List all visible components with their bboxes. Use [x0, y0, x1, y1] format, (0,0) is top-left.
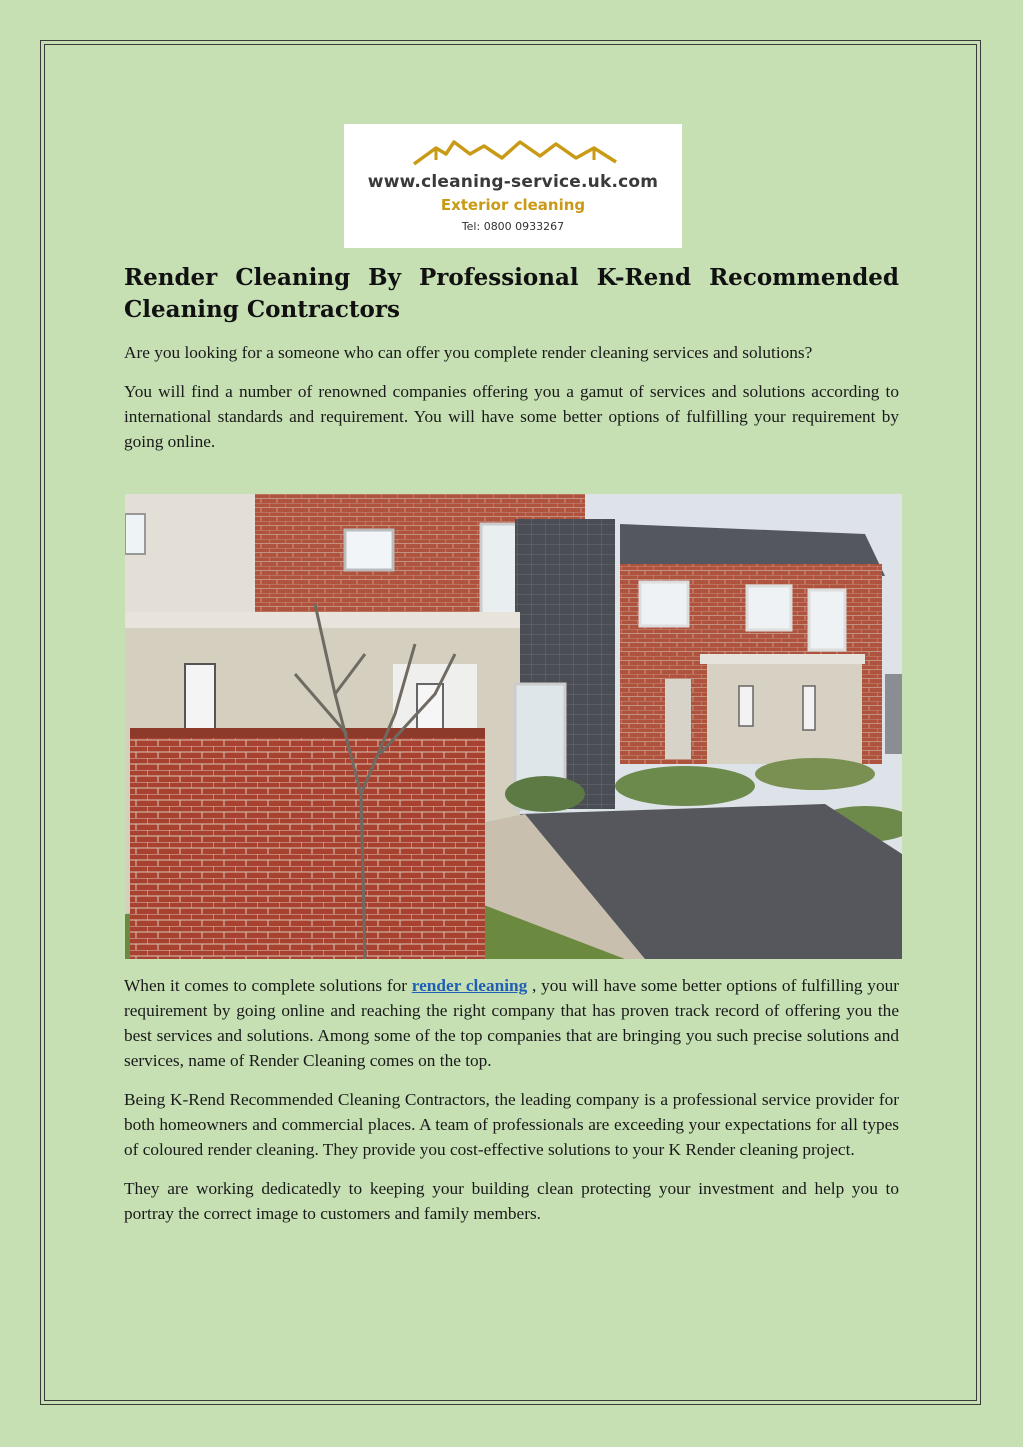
article-title: Render Cleaning By Professional K-Rend Recommended Cleaning Contractors	[124, 264, 899, 323]
second-paragraph: You will find a number of renowned companies offering you a gamut of services and solutions according to international standards and requirement. You will have some better options of fulfilling your requirement by going online.	[124, 382, 899, 451]
house-photo	[125, 494, 902, 959]
render-cleaning-paragraph	[124, 973, 899, 1073]
intro-paragraph: Are you looking for a someone who can offer you complete render cleaning services and solutions?	[124, 343, 813, 362]
paragraph-text-before-link: When it comes to complete solutions for	[124, 976, 412, 995]
logo-url-text: www.cleaning-service.uk.com	[367, 172, 659, 192]
paragraph-text-after-link: , you will have some better options of fulfilling your requirement by going online and reaching the right company that has proven track record of offering you the best services and solutions. Among some of the top companies that are bringing you such precise solutions and services, name of Render Cleaning comes on the top.	[124, 976, 899, 1070]
company-logo	[344, 124, 682, 248]
logo-telephone: Tel: 0800 0933267	[461, 220, 565, 233]
article-body	[124, 973, 899, 1240]
render-cleaning-link[interactable]: render cleaning	[411, 976, 528, 995]
logo-tagline: Exterior cleaning	[440, 196, 586, 214]
article-intro	[124, 262, 899, 454]
k-rend-paragraph: Being K-Rend Recommended Cleaning Contractors, the leading company is a professional service provider for both homeowners and commercial places. A team of professionals are exceeding your expectations for all types of coloured render cleaning. They provide you cost-effective solutions to your K Render cleaning project.	[124, 1090, 899, 1159]
dedication-paragraph: They are working dedicatedly to keeping your building clean protecting your investment and help you to portray the correct image to customers and family members.	[124, 1179, 899, 1223]
